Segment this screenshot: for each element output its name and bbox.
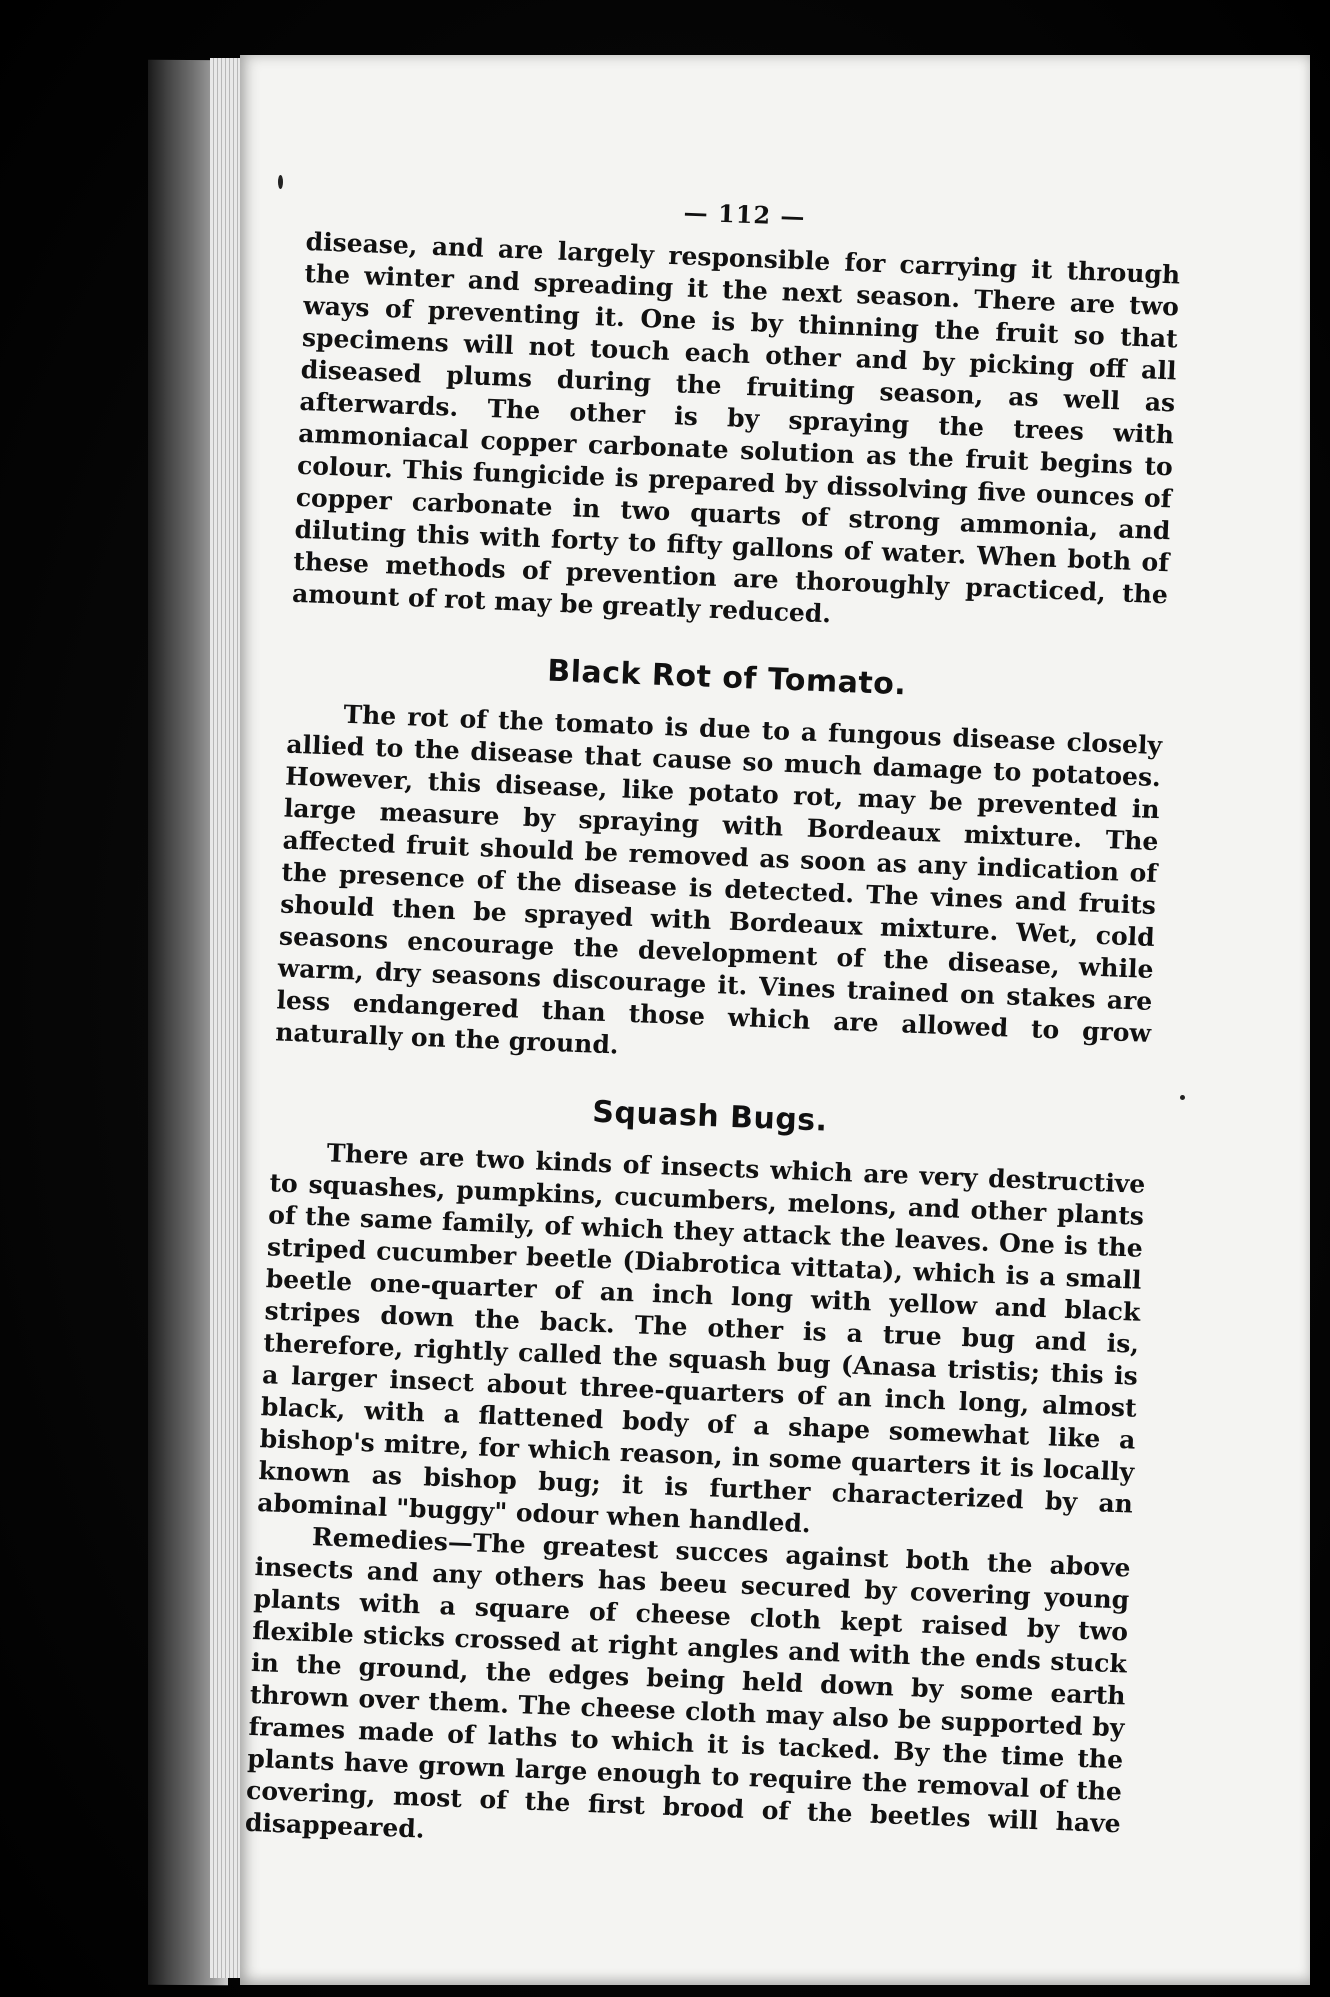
section-title-black-rot: Black Rot of Tomato. [546,653,907,703]
ink-speck [278,175,283,189]
remedies-paragraph: Remedies—The greatest succes against both the above insects and any others has beeu secured by covering young plants with a square of cheese cloth kept raised by two flexible sticks crossed at right angles and with the ends stuck in the ground, the edges being held down by some earth thrown over them. The cheese cloth may also be supported by frames made of laths to which it is tacked. By the time the plants have grown large enough to require the removal of the covering, most of the first brood of the beetles will have disappeared. [244,1522,1131,1844]
ink-speck [1180,1095,1185,1100]
page-number: — 112 — [683,197,807,232]
page-content [244,183,1182,1872]
intro-paragraph: disease, and are largely responsible for carrying it through the winter and spreading it the next season. There are two ways of preventing it. One is by thinning the fruit so that specimens will not touch each other and by picking off all diseased plums during the fruiting season, as well as afterwards. The other is by spraying the trees with ammoniacal copper carbonate solution as the fruit begins to colour. This fungicide is prepared by dissolving five ounces of copper carbonate in two quarts of strong ammonia, and diluting this with forty to fifty gallons of water. When both of these methods of prevention are thoroughly practiced, the amount of rot may be greatly reduced. [291,226,1181,629]
book-page [240,55,1310,1985]
squash-bugs-paragraph: There are two kinds of insects which are very destructive to squashes, pumpkins, cucumbers, melons, and other plants of the same family, of which they attack the leaves. One is the striped cucumber beetle (Diabrotica vittata), which is a small beetle one-quarter of an inch long with yellow and black stripes down the back. The other is a true bug and is, therefore, rightly called the squash bug (Anasa tristis; this is a larger insect about three-quarters of an inch long, almost black, with a flattened body of a shape somewhat like a bishop's mitre, for which reason, in some quarters it is locally known as bishop bug; it is further characterized by an abominal "buggy" odour when handled. [256,1138,1146,1539]
black-rot-paragraph: The rot of the tomato is due to a fungous disease closely allied to the disease that cause so much damage to potatoes. However, this disease, like potato rot, may be prevented in large measure by spraying with Bordeaux mixture. The affected fruit should be removed as soon as any indication of the presence of the disease is detected. The vines and fruits should then be sprayed with Bordeaux mixture. Wet, cold seasons encourage the development of the disease, while warm, dry seasons discourage it. Vines trained on stakes are less endangered than those which are allowed to grow naturally on the ground. [274,699,1163,1060]
section-title-squash-bugs: Squash Bugs. [591,1094,829,1139]
